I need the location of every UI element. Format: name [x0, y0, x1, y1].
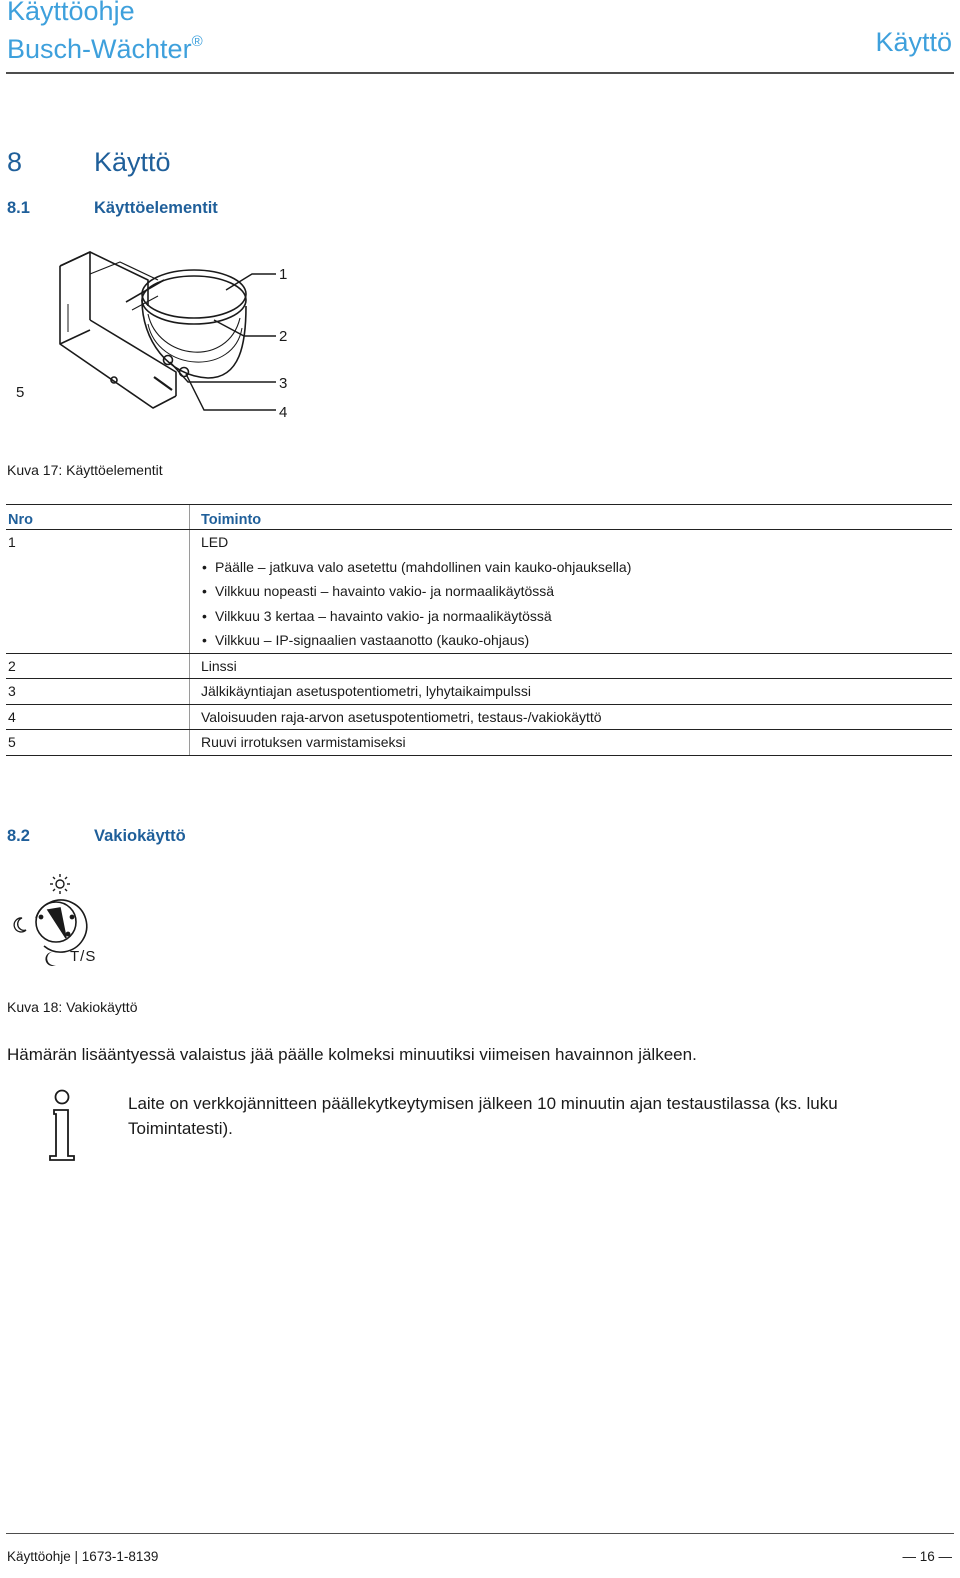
table-cell-function: [190, 530, 952, 653]
bullet-dot: •: [202, 558, 207, 575]
moon-icon: [14, 918, 26, 932]
callout-4: 4: [279, 404, 288, 421]
table-row: [6, 530, 952, 654]
list-item: [201, 628, 952, 653]
table-cell-nro: [6, 530, 190, 653]
bullet-text: Päälle – jatkuva valo asetettu (mahdollinen vain kauko-ohjauksella): [215, 558, 632, 575]
table-row: [6, 679, 952, 705]
row-2-function: Linssi: [201, 657, 237, 674]
section-8-1-title: Käyttöelementit: [94, 199, 218, 217]
info-note: Laite on verkkojännitteen päällekytkeytymisen jälkeen 10 minuutin ajan testaustilassa (ks. luku Toimintatesti).: [128, 1094, 838, 1138]
bullet-dot: •: [202, 632, 207, 648]
row-1-nro: 1: [8, 534, 16, 550]
callout-2: 2: [279, 328, 288, 345]
section-8-1-number: 8.1: [7, 199, 30, 217]
header-rule: [6, 72, 954, 74]
row-3-nro: 3: [6, 679, 190, 704]
moon-filled-icon: [45, 952, 56, 966]
table-header-nro: Nro: [6, 505, 190, 529]
footer-rule: [6, 1533, 954, 1534]
product-name-text: Busch-Wächter: [7, 34, 192, 64]
chapter-title: Käyttö: [94, 147, 171, 177]
manual-title: Käyttöohje: [7, 0, 135, 26]
dial-label-ts: T/S: [70, 948, 97, 965]
row-5-function: Ruuvi irrotuksen varmistamiseksi: [201, 734, 406, 750]
section-8-2-number: 8.2: [7, 827, 30, 845]
callout-3: 3: [279, 375, 288, 392]
footer-document-id: Käyttöohje | 1673-1-8139: [7, 1549, 159, 1564]
info-icon: [40, 1088, 84, 1162]
page-number-value: 16: [919, 1549, 935, 1564]
bullet-text: Vilkkuu – IP-signaalien vastaanotto (kauko-ohjaus): [215, 632, 530, 648]
row-5-nro: 5: [6, 730, 190, 755]
controls-table: [6, 504, 952, 756]
bullet-dot: •: [202, 583, 207, 599]
page-number: — 16 —: [902, 1549, 952, 1564]
bullet-dot: •: [202, 607, 207, 624]
list-item: [201, 555, 952, 580]
list-item: [201, 604, 952, 629]
table-header-function: Toiminto: [201, 512, 262, 528]
section-8-2-title: Vakiokäyttö: [94, 827, 186, 845]
row-4-nro: 4: [6, 705, 190, 730]
table-row: [6, 705, 952, 731]
figure-18-caption: Kuva 18: Vakiokäyttö: [7, 999, 138, 1015]
row-1-function: LED: [201, 534, 229, 550]
sun-icon: [50, 874, 70, 894]
callout-1: 1: [279, 266, 288, 283]
bullet-text: Vilkkuu nopeasti – havainto vakio- ja normaalikäytössä: [215, 583, 555, 599]
table-header-row: [6, 504, 952, 530]
figure-17-caption: Kuva 17: Käyttöelementit: [7, 462, 163, 478]
dial-knob: [36, 900, 87, 952]
table-row: [6, 654, 952, 680]
row-4-function: Valoisuuden raja-arvon asetuspotentiometri, testaus-/vakiokäyttö: [201, 708, 602, 725]
section-label: Käyttö: [875, 27, 952, 57]
list-item: [201, 579, 952, 604]
row-3-function: Jälkikäyntiajan asetuspotentiometri, lyhytaikaimpulssi: [201, 683, 531, 699]
product-name: [7, 27, 203, 64]
bullet-text: Vilkkuu 3 kertaa – havainto vakio- ja normaalikäytössä: [215, 607, 552, 624]
table-row: [6, 730, 952, 756]
registered-mark: ®: [191, 33, 203, 50]
callout-5: 5: [16, 384, 25, 401]
chapter-number: 8: [7, 147, 23, 177]
device-figure: [8, 244, 308, 428]
body-paragraph: Hämärän lisääntyessä valaistus jää päälle kolmeksi minuutiksi viimeisen havainnon jälkeen.: [7, 1045, 697, 1064]
row-2-nro: 2: [6, 654, 190, 679]
